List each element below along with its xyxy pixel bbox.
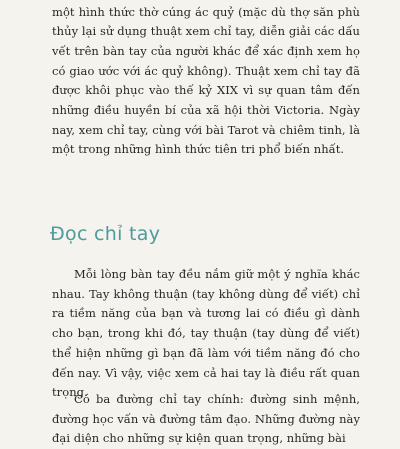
body-paragraph-continued: một hình thức thờ cúng ác quỷ (mặc dù thợ săn phù thủy lại sử dụng thuật xem chỉ tay, diễn giải các dấu vết trên bàn tay của người khác để xác định xem họ có giao ước với ác quỷ không). Thuật xem chỉ tay đã được khôi phục vào thế kỷ XIX vì sự quan tâm đến những điều huyền bí của xã hội thời Victoria. Ngày nay, xem chỉ tay, cùng với bài Tarot và chiêm tinh, là một trong những hình thức tiên tri phổ biến nhất. — [52, 4, 360, 157]
body-paragraph: Mỗi lòng bàn tay đều nắm giữ một ý nghĩa khác nhau. Tay không thuận (tay không dùng để viết) chỉ ra tiềm năng của bạn và tương lai có điều gì dành cho bạn, trong khi đó, tay thuận (tay dùng để viết) thể hiện những gì bạn đã làm với tiềm năng đó cho đến nay. Vì vậy, việc xem cả hai tay là điều rất quan trọng. — [52, 267, 360, 400]
section-heading: Đọc chỉ tay — [50, 223, 161, 245]
body-paragraph: Có ba đường chỉ tay chính: đường sinh mệnh, đường học vấn và đường tâm đạo. Những đường này đại diện cho những sự kiện quan trọng, những bài — [52, 392, 360, 446]
